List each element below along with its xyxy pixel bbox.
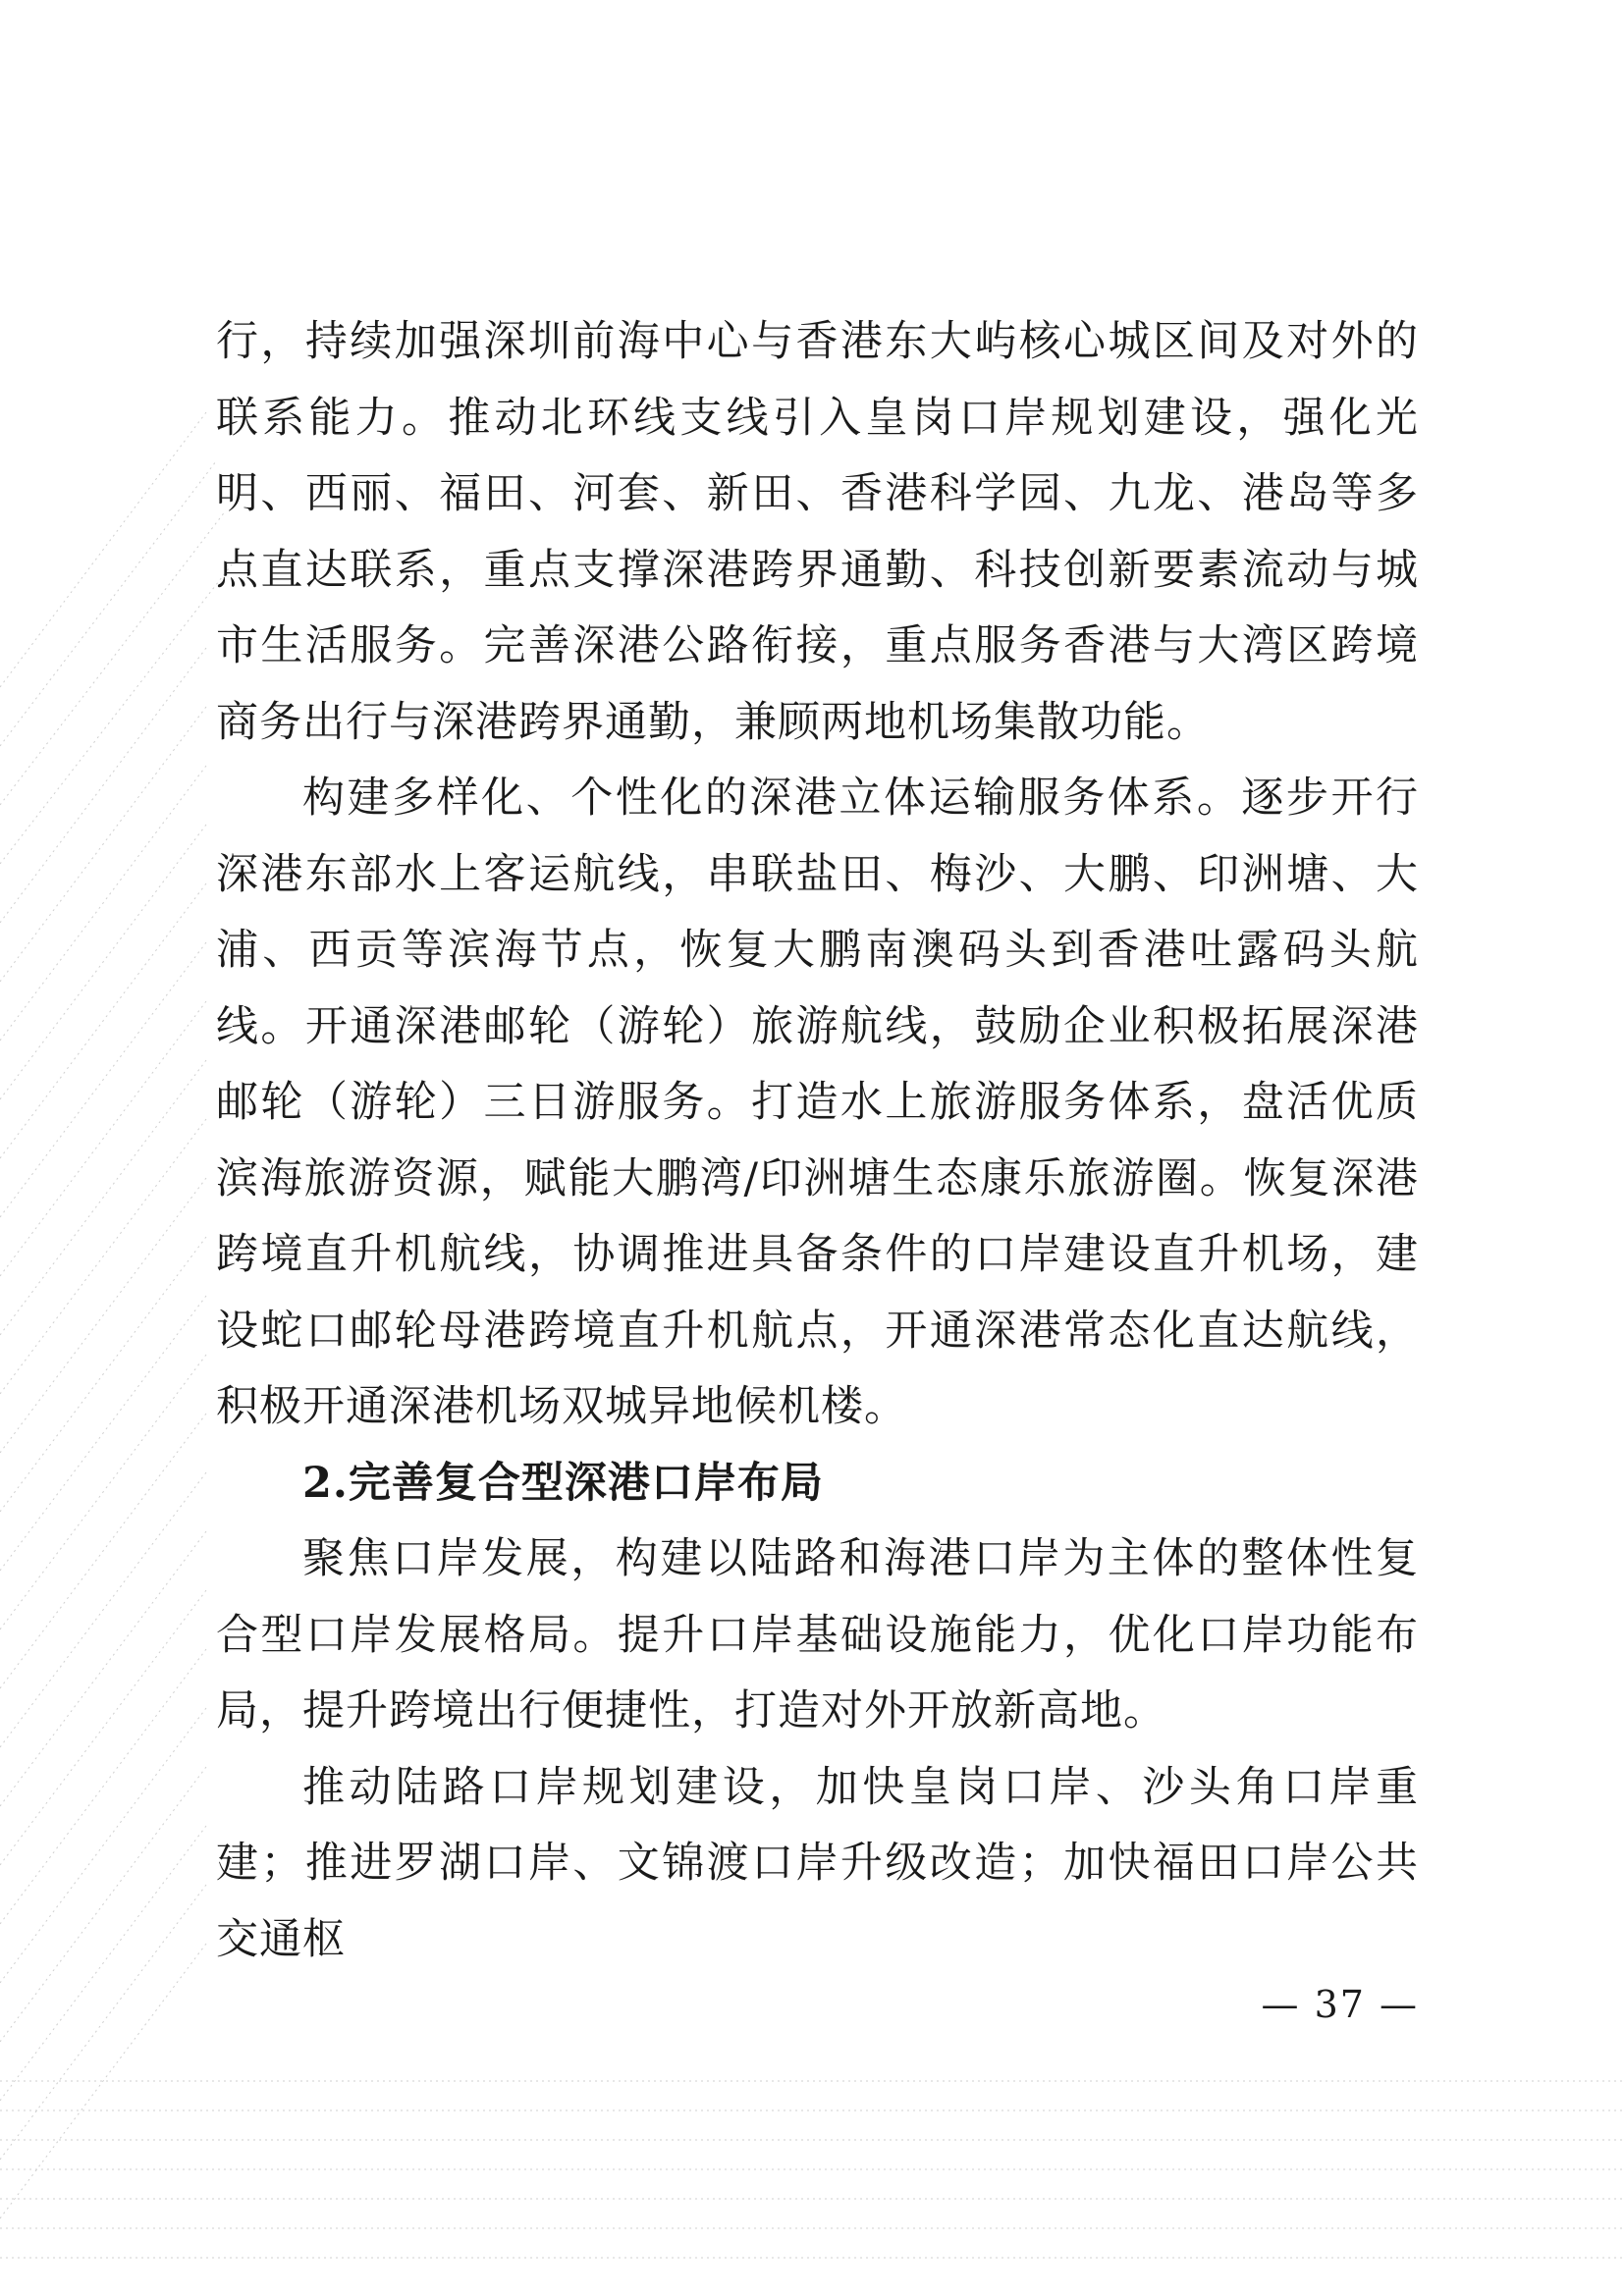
section-heading: 2.完善复合型深港口岸布局 bbox=[302, 1458, 824, 1508]
paragraph-4: 推动陆路口岸规划建设，加快皇岗口岸、沙头角口岸重建；推进罗湖口岸、文锦渡口岸升级改造；加快福田口岸公共交通枢 bbox=[216, 1762, 1419, 1964]
paragraph-2: 构建多样化、个性化的深港立体运输服务体系。逐步开行深港东部水上客运航线，串联盐田、梅沙、大鹏、印洲塘、大浦、西贡等滨海节点，恢复大鹏南澳码头到香港吐露码头航线。开通深港邮轮（游轮）旅游航线，鼓励企业积极拓展深港邮轮（游轮）三日游服务。打造水上旅游服务体系，盘活优质滨海旅游资源，赋能大鹏湾/印洲塘生态康乐旅游圈。恢复深港跨境直升机航线，协调推进具备条件的口岸建设直升机场，建设蛇口邮轮母港跨境直升机航点，开通深港常态化直达航线，积极开通深港机场双城异地候机楼。 bbox=[216, 774, 1419, 1431]
paragraph-3: 聚焦口岸发展，构建以陆路和海港口岸为主体的整体性复合型口岸发展格局。提升口岸基础设施能力，优化口岸功能布局，提升跨境出行便捷性，打造对外开放新高地。 bbox=[216, 1534, 1419, 1735]
paragraph-1: 行，持续加强深圳前海中心与香港东大屿核心城区间及对外的联系能力。推动北环线支线引入皇岗口岸规划建设，强化光明、西丽、福田、河套、新田、香港科学园、九龙、港岛等多点直达联系，重点支撑深港跨界通勤、科技创新要素流动与城市生活服务。完善深港公路衔接，重点服务香港与大湾区跨境商务出行与深港跨界通勤，兼顾两地机场集散功能。 bbox=[216, 317, 1419, 747]
page-number: — 37 — bbox=[1261, 1983, 1419, 2026]
document-body bbox=[216, 304, 1419, 1978]
